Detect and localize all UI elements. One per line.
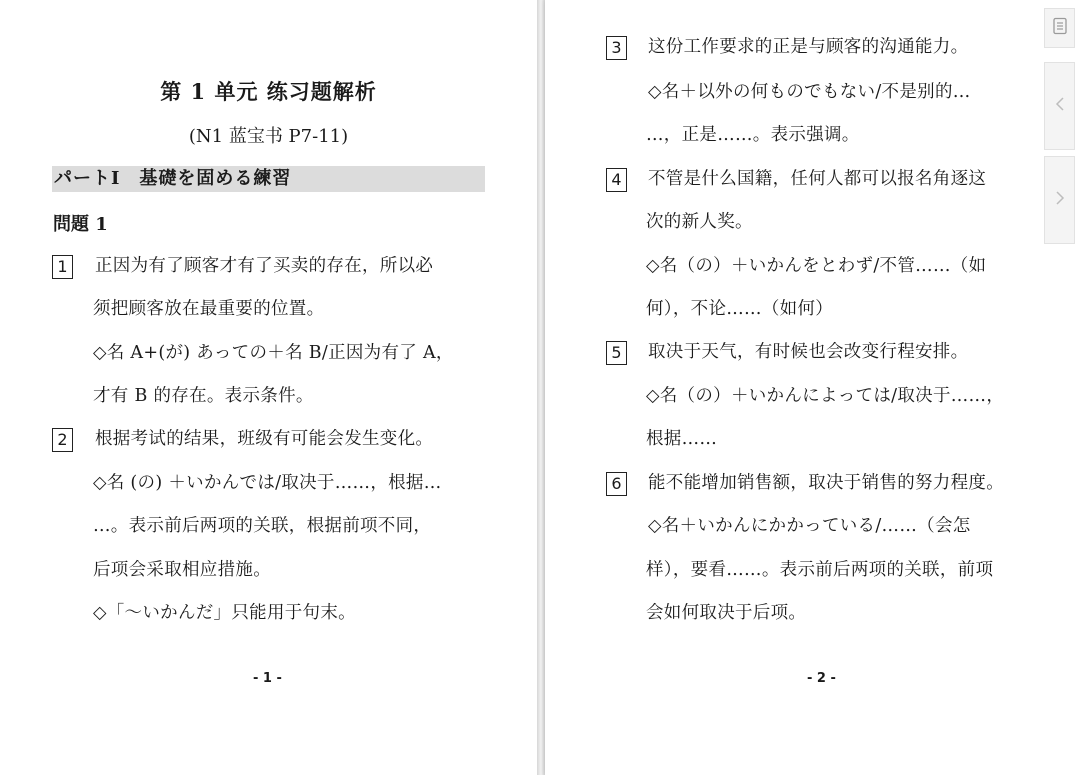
item-number-box: 2 — [52, 428, 73, 452]
document-page-2 — [545, 0, 1080, 775]
item-text-line: 须把顾客放在最重要的位置。 — [93, 299, 325, 319]
item-number-box: 4 — [606, 168, 627, 192]
item-text-line: 根据…… — [646, 429, 718, 449]
previous-page-button[interactable] — [1044, 62, 1075, 150]
page-subtitle: (N1 蓝宝书 P7-11) — [188, 126, 349, 147]
page-number: - 2 - — [807, 671, 836, 686]
item-text-line: ◇名（の）＋いかんをとわず/不管……（如 — [646, 256, 987, 276]
item-number-box: 1 — [52, 255, 73, 279]
toc-icon — [1052, 17, 1068, 39]
item-text-line: ◇名 A+(が) あっての＋名 B/正因为有了 A， — [93, 343, 454, 363]
item-text-line: 正因为有了顾客才有了买卖的存在，所以必 — [95, 256, 434, 276]
item-text-line: ◇名（の）＋いかんによっては/取决于……， — [646, 386, 1005, 406]
item-number-box: 6 — [606, 472, 627, 496]
item-text-line: …，正是……。表示强调。 — [646, 125, 860, 145]
item-number-box: 3 — [606, 36, 627, 60]
item-text-line: 不管是什么国籍，任何人都可以报名角逐这 — [648, 169, 987, 189]
item-text-line: 后项会采取相应措施。 — [93, 560, 271, 580]
item-text-line: 会如何取决于后项。 — [646, 603, 807, 623]
item-text-line: 何），不论……（如何） — [646, 299, 834, 319]
item-text-line: ◇名＋いかんにかかっている/……（会怎 — [648, 516, 971, 536]
next-page-button[interactable] — [1044, 156, 1075, 244]
chevron-left-icon — [1055, 96, 1065, 116]
item-text-line: …。表示前后两项的关联，根据前项不同， — [93, 516, 432, 536]
item-text-line: 能不能增加销售额，取决于销售的努力程度。 — [648, 473, 1004, 493]
page-number: - 1 - — [253, 671, 282, 686]
item-text-line: 取决于天气，有时候也会改变行程安排。 — [648, 342, 969, 362]
item-text-line: 样），要看……。表示前后两项的关联，前项 — [646, 560, 994, 580]
item-text-line: 次的新人奖。 — [646, 212, 753, 232]
section-heading: パートⅠ 基礎を固める練習 — [52, 166, 485, 192]
page-gutter — [537, 0, 545, 775]
chevron-right-icon — [1055, 190, 1065, 210]
item-text-line: 根据考试的结果，班级有可能会发生变化。 — [95, 429, 434, 449]
item-text-line: ◇名 (の) ＋いかんでは/取决于……，根据… — [93, 473, 442, 493]
question-heading: 問題 1 — [53, 214, 108, 235]
item-number-box: 5 — [606, 341, 627, 365]
page-title: 第 1 单元 练习题解析 — [160, 79, 377, 104]
toc-button[interactable] — [1044, 8, 1075, 48]
item-text-line: ◇名＋以外の何ものでもない/不是别的… — [648, 82, 971, 102]
item-text-line: 这份工作要求的正是与顾客的沟通能力。 — [648, 37, 969, 57]
document-page-1 — [0, 0, 537, 775]
item-text-line: 才有 B 的存在。表示条件。 — [93, 386, 314, 406]
item-text-line: ◇「～いかんだ」只能用于句末。 — [93, 603, 356, 623]
